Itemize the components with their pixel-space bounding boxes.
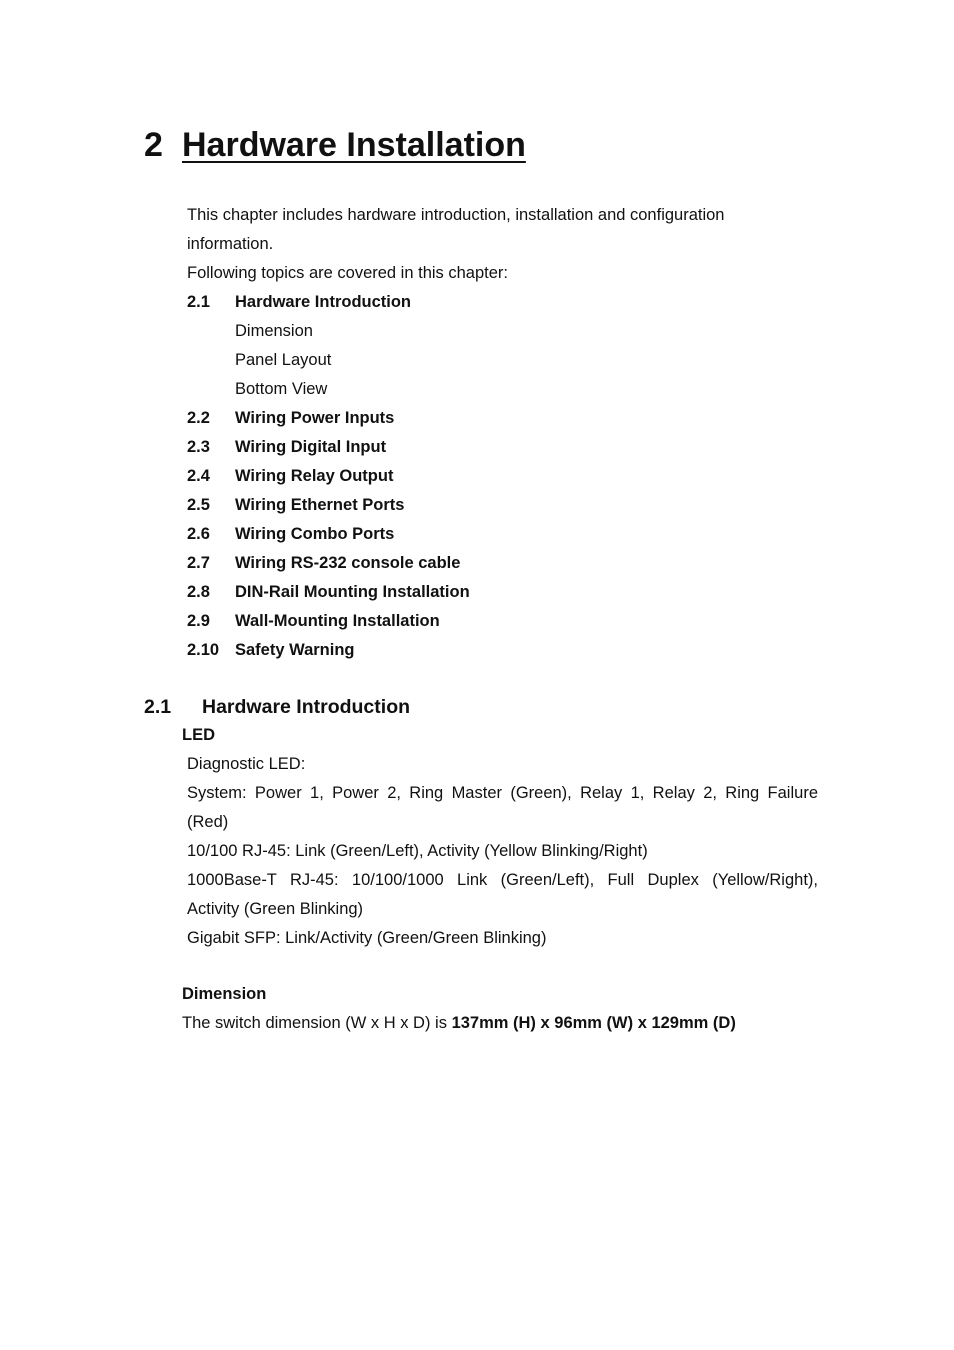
toc-number: 2.4 <box>187 467 210 485</box>
toc-number: 2.3 <box>187 438 210 456</box>
toc-number: 2.10 <box>187 641 220 659</box>
led-rj45-1000-line-1: 1000Base-T RJ-45: 10/100/1000 Link (Green/Left), Full Duplex (Yellow/Right), <box>187 871 818 889</box>
toc-subitem: Bottom View <box>235 380 328 398</box>
topic-list <box>187 288 818 665</box>
dimension-text <box>182 1009 736 1038</box>
chapter-number: 2 <box>144 126 163 164</box>
toc-number: 2.7 <box>187 554 210 572</box>
toc-item <box>187 288 818 317</box>
toc-subitem: Panel Layout <box>235 351 332 369</box>
dimension-label: Dimension <box>182 985 267 1003</box>
led-diagnostic: Diagnostic LED: <box>187 755 306 773</box>
intro-line-1: This chapter includes hardware introduction, installation and configuration <box>187 206 725 224</box>
toc-number: 2.6 <box>187 525 210 543</box>
toc-label: Hardware Introduction <box>235 293 412 311</box>
led-sfp: Gigabit SFP: Link/Activity (Green/Green Blinking) <box>187 929 547 947</box>
toc-item <box>187 549 818 578</box>
section-heading <box>144 692 410 722</box>
toc-label: Wiring RS-232 console cable <box>235 554 461 572</box>
led-system-line-2: (Red) <box>187 813 229 831</box>
toc-item <box>187 462 818 491</box>
toc-subitem: Dimension <box>235 322 313 340</box>
toc-item <box>187 404 818 433</box>
toc-number: 2.1 <box>187 293 210 311</box>
toc-label: Safety Warning <box>235 641 355 659</box>
toc-label: Wall-Mounting Installation <box>235 612 440 630</box>
led-label: LED <box>182 726 215 744</box>
toc-label: Wiring Digital Input <box>235 438 387 456</box>
toc-label: Wiring Power Inputs <box>235 409 395 427</box>
toc-item <box>187 607 818 636</box>
toc-number: 2.2 <box>187 409 210 427</box>
toc-label: Wiring Combo Ports <box>235 525 395 543</box>
section-title: Hardware Introduction <box>202 696 411 718</box>
chapter-title-text: Hardware Installation <box>182 126 526 164</box>
toc-label: Wiring Ethernet Ports <box>235 496 405 514</box>
intro-block <box>187 201 818 665</box>
toc-label: DIN-Rail Mounting Installation <box>235 583 470 601</box>
led-rj45-100: 10/100 RJ-45: Link (Green/Left), Activity (Yellow Blinking/Right) <box>187 842 648 860</box>
toc-item <box>187 636 818 665</box>
dimension-value: 137mm (H) x 96mm (W) x 129mm (D) <box>451 1014 736 1032</box>
toc-label: Wiring Relay Output <box>235 467 394 485</box>
intro-line-2: information. <box>187 235 274 253</box>
toc-number: 2.8 <box>187 583 210 601</box>
toc-item <box>187 433 818 462</box>
toc-item <box>187 578 818 607</box>
toc-number: 2.9 <box>187 612 210 630</box>
section-number: 2.1 <box>144 696 172 718</box>
intro-line-3: Following topics are covered in this chapter: <box>187 264 508 282</box>
led-rj45-1000-line-2: Activity (Green Blinking) <box>187 900 364 918</box>
toc-item <box>187 491 818 520</box>
led-block <box>187 750 818 953</box>
dimension-intro: The switch dimension (W x H x D) is <box>182 1014 452 1032</box>
toc-number: 2.5 <box>187 496 210 514</box>
toc-item <box>187 520 818 549</box>
led-system-line-1: System: Power 1, Power 2, Ring Master (Green), Relay 1, Relay 2, Ring Failure <box>187 784 818 802</box>
chapter-title <box>144 124 526 166</box>
